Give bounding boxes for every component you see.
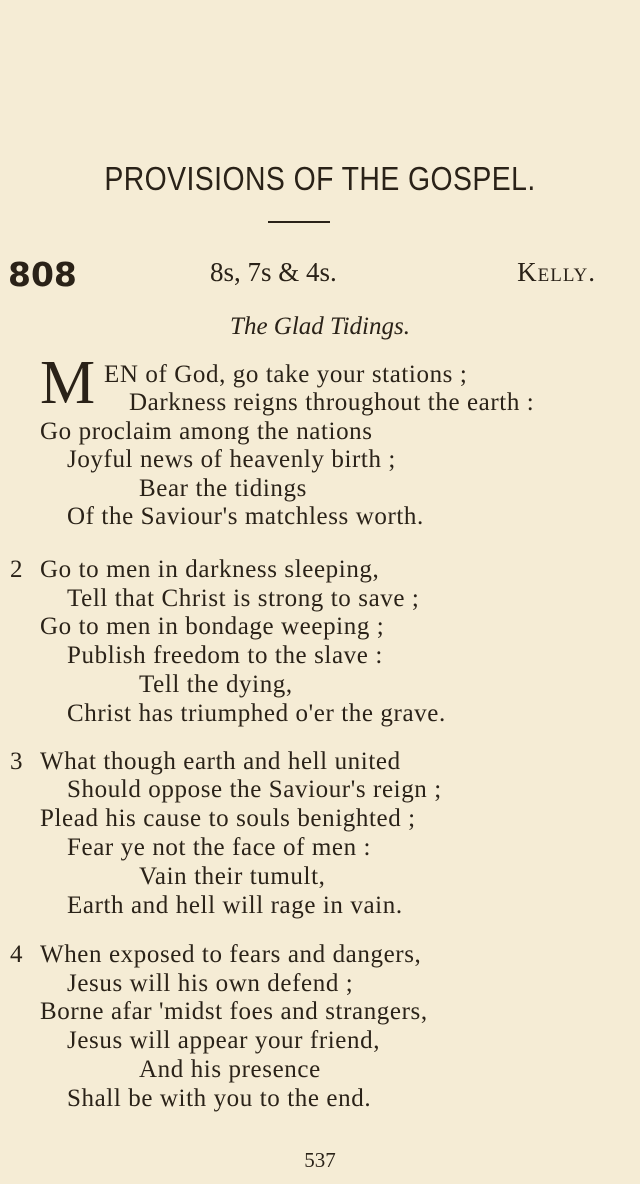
verse-2-line-5: Tell the dying, — [139, 671, 293, 698]
verse-2-line-4: Publish freedom to the slave : — [67, 642, 383, 669]
verse-3-line-5: Vain their tumult, — [139, 863, 326, 890]
drop-cap: M — [40, 349, 96, 417]
verse-3-line-2: Should oppose the Saviour's reign ; — [67, 776, 442, 803]
verse-4-line-2: Jesus will his own defend ; — [67, 970, 354, 997]
hymn-title: The Glad Tidings. — [230, 313, 410, 340]
verse-2-line-6: Christ has triumphed o'er the grave. — [67, 700, 446, 727]
verse-1-line-6: Of the Saviour's matchless worth. — [67, 503, 424, 530]
verse-3-line-4: Fear ye not the face of men : — [67, 834, 372, 861]
verse-3-line-3: Plead his cause to souls benighted ; — [40, 805, 416, 832]
hymn-meter: 8s, 7s & 4s. — [210, 257, 337, 287]
section-title: PROVISIONS OF THE GOSPEL. — [104, 160, 536, 197]
verse-4-line-1: When exposed to fears and dangers, — [40, 941, 422, 968]
verse-4-line-3: Borne afar 'midst foes and strangers, — [40, 998, 428, 1025]
verse-2-line-2: Tell that Christ is strong to save ; — [67, 585, 420, 612]
verse-2-line-1: Go to men in darkness sleeping, — [40, 556, 380, 583]
hymn-number: 808 — [8, 255, 77, 294]
verse-1-line-2: Darkness reigns throughout the earth : — [129, 389, 535, 416]
verse-3-line-6: Earth and hell will rage in vain. — [67, 892, 403, 919]
verse-4-line-6: Shall be with you to the end. — [67, 1085, 372, 1112]
verse-1-line-3: Go proclaim among the nations — [40, 418, 373, 445]
verse-3-number: 3 — [10, 748, 23, 775]
title-rule — [268, 221, 330, 223]
hymn-tune: Kelly. — [517, 257, 596, 287]
verse-1-line-4: Joyful news of heavenly birth ; — [67, 446, 396, 473]
verse-3-line-1: What though earth and hell united — [40, 748, 401, 775]
page-number: 537 — [304, 1148, 336, 1172]
verse-2-number: 2 — [10, 556, 23, 583]
verse-1-line-1: EN of God, go take your stations ; — [104, 361, 468, 388]
verse-2-line-3: Go to men in bondage weeping ; — [40, 613, 385, 640]
verse-4-number: 4 — [10, 941, 23, 968]
verse-1-line-5: Bear the tidings — [139, 475, 307, 502]
verse-4-line-5: And his presence — [139, 1056, 321, 1083]
verse-4-line-4: Jesus will appear your friend, — [67, 1027, 381, 1054]
